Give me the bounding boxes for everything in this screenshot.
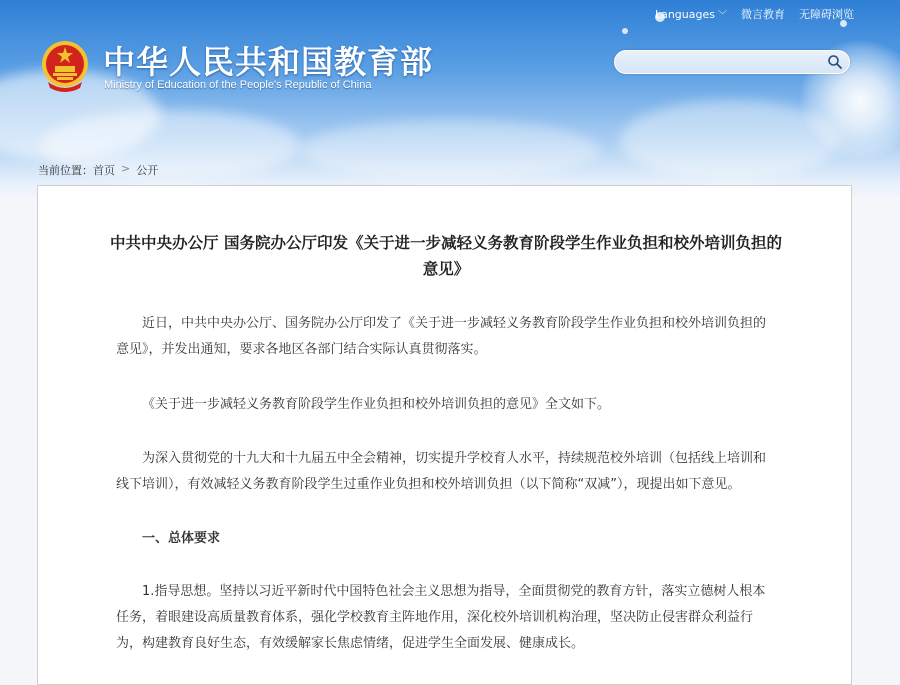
national-emblem-icon <box>40 38 90 94</box>
languages-menu[interactable] <box>655 6 727 22</box>
breadcrumb <box>38 162 158 178</box>
accessibility-link[interactable]: 无障碍浏览 <box>799 8 854 21</box>
top-nav <box>655 6 854 22</box>
article-title: 中共中央办公厅 国务院办公厅印发《关于进一步减轻义务教育阶段学生作业负担和校外培训负担的意见》 <box>110 234 782 278</box>
site-title[interactable]: 中华人民共和国教育部 <box>103 43 434 81</box>
weibo-link[interactable]: 微言教育 <box>741 8 785 21</box>
search-box <box>614 50 850 74</box>
cloud-decoration <box>300 120 600 180</box>
article-panel <box>37 185 852 685</box>
breadcrumb-separator: > <box>121 162 131 175</box>
article-section-heading: 一、总体要求 <box>142 531 221 546</box>
article-paragraph: 1.指导思想。坚持以习近平新时代中国特色社会主义思想为指导，全面贯彻党的教育方针，落实立德树人根本任务，着眼建设高质量教育体系，强化学校教育主阵地作用，深化校外培训机构治理，坚决防止侵害群众利益行为，构建教育良好生态，有效缓解家长焦虑情绪，促进学生全面发展、健康成长。 <box>116 584 766 651</box>
breadcrumb-public[interactable]: 公开 <box>136 164 159 177</box>
languages-label: Languages <box>654 7 715 21</box>
chevron-down-icon: ﹀ <box>717 10 727 21</box>
article-paragraph: 《关于进一步减轻义务教育阶段学生作业负担和校外培训负担的意见》全文如下。 <box>142 397 611 412</box>
dandelion-seed <box>622 28 628 34</box>
article-paragraph: 近日，中共中央办公厅、国务院办公厅印发了《关于进一步减轻义务教育阶段学生作业负担和校外培训负担的意见》，并发出通知，要求各地区各部门结合实际认真贯彻落实。 <box>116 316 767 357</box>
search-icon[interactable] <box>827 54 843 70</box>
search-input[interactable] <box>625 53 829 73</box>
breadcrumb-label: 当前位置： <box>38 164 93 177</box>
article-paragraph: 为深入贯彻党的十九大和十九届五中全会精神，切实提升学校育人水平，持续规范校外培训（包括线上培训和线下培训），有效减轻义务教育阶段学生过重作业负担和校外培训负担（以下简称“双减”），现提出如下意见。 <box>116 451 767 492</box>
breadcrumb-home[interactable]: 首页 <box>93 164 115 177</box>
site-subtitle: Ministry of Education of the People's Republic of China <box>104 79 372 91</box>
